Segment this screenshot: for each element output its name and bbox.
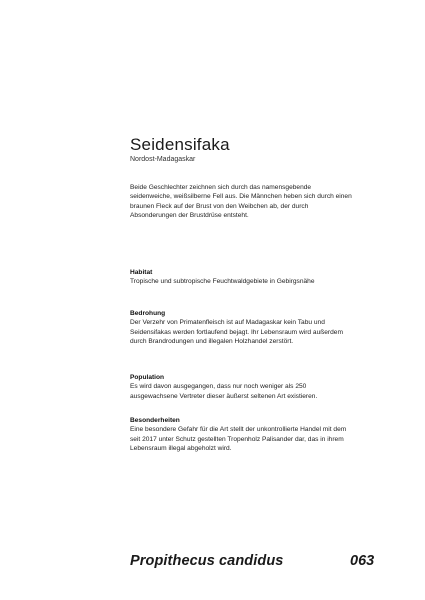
section-besonderheiten bbox=[130, 416, 352, 454]
section-text: Tropische und subtropische Feuchtwaldgebiete in Gebirgsnähe bbox=[130, 278, 315, 286]
section-population bbox=[130, 373, 352, 401]
section-bedrohung bbox=[130, 309, 352, 347]
section-habitat bbox=[130, 268, 352, 287]
section-heading: Besonderheiten bbox=[130, 417, 180, 424]
page-subtitle: Nordost-Madagaskar bbox=[130, 156, 196, 163]
section-heading: Bedrohung bbox=[130, 310, 166, 317]
section-text: Der Verzehr von Primatenfleisch ist auf Madagaskar kein Tabu und Seidensifakas werden fortlaufend bejagt. Ihr Lebensraum wird außerdem durch Brandrodungen und illegalen Holzhandel zerstört. bbox=[130, 319, 343, 346]
section-text: Eine besondere Gefahr für die Art stellt der unkontrollierte Handel mit dem seit 2017 unter Schutz gestellten Tropenholz Palisander dar, das in ihrem Lebensraum illegal abgeholzt wird. bbox=[130, 426, 347, 453]
section-heading: Population bbox=[130, 374, 165, 381]
scientific-name: Propithecus candidus bbox=[130, 553, 284, 569]
page-title: Seidensifaka bbox=[130, 135, 230, 154]
section-text: Es wird davon ausgegangen, dass nur noch weniger als 250 ausgewachsene Vertreter dieser äußerst seltenen Art existieren. bbox=[130, 383, 318, 400]
intro-paragraph: Beide Geschlechter zeichnen sich durch das namensgebende seidenweiche, weißsilberne Fell aus. Die Männchen heben sich durch einen braunen Fleck auf der Brust von den Weibchen ab, der durch Absonderungen der Brustdrüse entsteht. bbox=[130, 184, 352, 220]
page-number: 063 bbox=[350, 553, 375, 569]
section-heading: Habitat bbox=[130, 269, 153, 276]
